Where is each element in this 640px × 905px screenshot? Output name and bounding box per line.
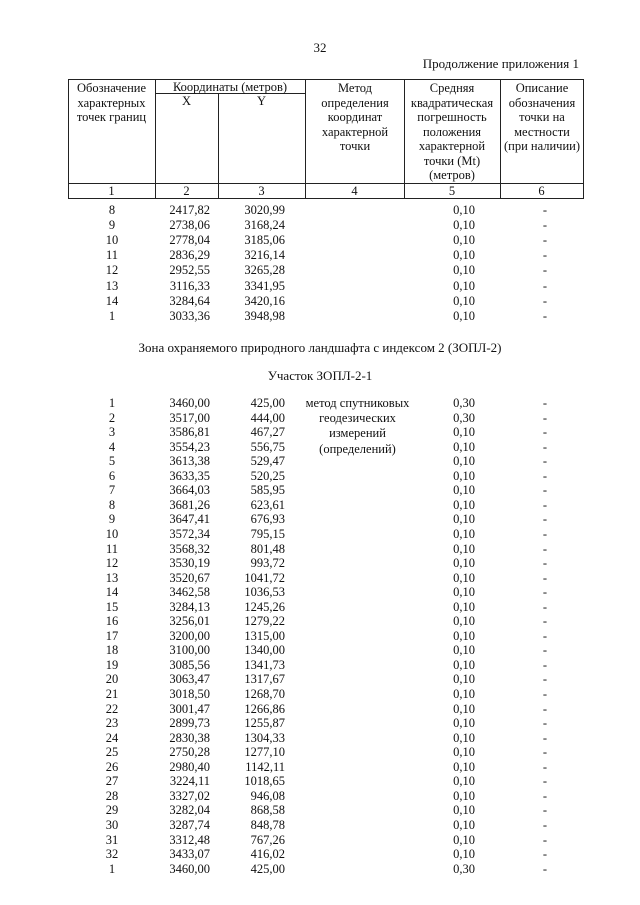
coord-x: 3460,00 [169,861,210,876]
coord-y: 1255,87 [244,716,285,731]
accuracy: 0,10 [453,701,475,716]
coord-y: 623,61 [250,497,285,512]
description: - [542,556,548,571]
point-id: 8 [108,497,116,512]
coord-y: 946,08 [250,788,285,803]
description: - [542,203,548,217]
coord-x: 3460,00 [169,396,210,410]
table-row [0,556,640,571]
accuracy: 0,10 [453,248,475,263]
header-num-4: 4 [351,184,358,198]
coord-x: 2836,29 [169,248,210,263]
description: - [542,410,548,425]
point-id: 10 [105,233,119,248]
point-id: 15 [105,599,119,614]
accuracy: 0,10 [453,308,475,323]
accuracy: 0,10 [453,832,475,847]
accuracy: 0,10 [453,526,475,541]
description: - [542,497,548,512]
accuracy: 0,10 [453,803,475,818]
header-top-border [68,79,584,80]
coord-y: 425,00 [250,396,285,410]
coord-x: 3284,13 [169,599,210,614]
coord-y: 801,48 [250,541,285,556]
accuracy: 0,10 [453,759,475,774]
table-row [0,614,640,629]
point-id: 20 [105,672,119,687]
description: - [542,745,548,760]
description: - [542,701,548,716]
description: - [542,308,548,323]
coord-y: 993,72 [250,556,285,571]
table-row [0,425,640,440]
point-id: 8 [108,203,116,217]
description: - [542,278,548,293]
coord-y: 3185,06 [244,233,285,248]
point-id: 3 [108,425,116,440]
coord-y: 1142,11 [245,759,285,774]
table-row [0,542,640,557]
table-row [0,702,640,717]
header-num-2: 2 [183,184,190,198]
accuracy: 0,10 [453,483,475,498]
coord-x: 2952,55 [169,263,210,278]
accuracy: 0,10 [453,628,475,643]
header-x: X [181,94,192,108]
accuracy: 0,10 [453,203,475,217]
coord-x: 3433,07 [169,847,210,862]
coord-x: 2980,40 [169,759,210,774]
table-row [0,440,640,455]
description: - [542,585,548,600]
coord-y: 1268,70 [244,687,285,701]
header-y: Y [256,94,267,108]
coord-y: 1315,00 [244,628,285,643]
header-num-1: 1 [108,184,115,198]
coord-x: 3282,04 [169,803,210,818]
coord-x: 3517,00 [169,410,210,425]
point-id: 29 [105,803,119,818]
coord-y: 795,15 [250,526,285,541]
point-id: 24 [105,730,119,745]
accuracy: 0,10 [453,599,475,614]
accuracy: 0,10 [453,439,475,454]
point-id: 25 [105,745,119,760]
coord-x: 3681,26 [169,497,210,512]
point-id: 14 [105,293,119,308]
description: - [542,218,548,233]
coord-x: 3287,74 [169,817,210,832]
accuracy: 0,10 [453,745,475,760]
description: - [542,643,548,658]
table-row [0,294,640,309]
table-row [0,411,640,426]
coord-x: 2738,06 [169,218,210,233]
section-title: Участок ЗОПЛ-2-1 [267,368,373,383]
point-id: 1 [108,308,116,323]
col-border-3 [305,79,306,199]
table-row [0,527,640,542]
header-col1: Обозначение характерных точек границ [76,81,147,124]
coord-y: 1340,00 [244,643,285,658]
coord-y: 868,58 [250,803,285,818]
coord-x: 3018,50 [169,687,210,701]
description: - [542,657,548,672]
header-col6: Описание обозначения точки на местности (при наличии) [503,81,581,153]
table-row [0,585,640,600]
description: - [542,730,548,745]
description: - [542,263,548,278]
coord-y: 585,95 [250,483,285,498]
coord-x: 3327,02 [169,788,210,803]
coord-y: 467,27 [250,425,285,440]
point-id: 26 [105,759,119,774]
description: - [542,439,548,454]
table-row [0,658,640,673]
coord-x: 3572,34 [169,526,210,541]
point-id: 9 [108,218,116,233]
accuracy: 0,10 [453,278,475,293]
description: - [542,759,548,774]
accuracy: 0,10 [453,425,475,440]
coord-x: 2750,28 [169,745,210,760]
coord-y: 3020,99 [244,203,285,217]
accuracy: 0,10 [453,774,475,789]
accuracy: 0,10 [453,497,475,512]
point-id: 4 [108,439,116,454]
accuracy: 0,10 [453,556,475,571]
coord-y: 556,75 [250,439,285,454]
table-row [0,218,640,233]
table-row [0,731,640,746]
point-id: 28 [105,788,119,803]
col-border-4 [404,79,405,199]
description: - [542,233,548,248]
coord-y: 3216,14 [244,248,285,263]
coord-x: 3100,00 [169,643,210,658]
accuracy: 0,10 [453,454,475,469]
table-row [0,203,640,218]
description: - [542,454,548,469]
table-row [0,774,640,789]
table-row [0,833,640,848]
accuracy: 0,10 [453,716,475,731]
coord-x: 2417,82 [169,203,210,217]
accuracy: 0,10 [453,512,475,527]
coord-y: 529,47 [250,454,285,469]
coord-y: 1036,53 [244,585,285,600]
description: - [542,672,548,687]
point-id: 11 [105,541,119,556]
header-num-3: 3 [258,184,265,198]
table-row [0,716,640,731]
table-row [0,396,640,411]
description: - [542,614,548,629]
coord-y: 1304,33 [244,730,285,745]
coord-y: 3948,98 [244,308,285,323]
accuracy: 0,10 [453,657,475,672]
coord-y: 676,93 [250,512,285,527]
coord-x: 3530,19 [169,556,210,571]
accuracy: 0,10 [453,788,475,803]
table-row [0,571,640,586]
description: - [542,832,548,847]
table-row [0,803,640,818]
point-id: 13 [105,570,119,585]
coord-y: 1341,73 [244,657,285,672]
description: - [542,570,548,585]
accuracy: 0,10 [453,614,475,629]
description: - [542,599,548,614]
table-row [0,469,640,484]
continuation-note: Продолжение приложения 1 [422,56,579,71]
accuracy: 0,10 [453,218,475,233]
point-id: 1 [108,861,116,876]
table-row [0,629,640,644]
coord-x: 3284,64 [169,293,210,308]
accuracy: 0,30 [453,861,475,876]
table-row [0,233,640,248]
coord-x: 3664,03 [169,483,210,498]
header-coords: Координаты (метров) [172,80,288,94]
coord-y: 3168,24 [244,218,285,233]
accuracy: 0,10 [453,570,475,585]
point-id: 9 [108,512,116,527]
coord-y: 3265,28 [244,263,285,278]
point-id: 19 [105,657,119,672]
coord-x: 3520,67 [169,570,210,585]
accuracy: 0,10 [453,585,475,600]
point-id: 2 [108,410,116,425]
point-id: 23 [105,716,119,731]
accuracy: 0,10 [453,541,475,556]
table-row [0,643,640,658]
coord-x: 2778,04 [169,233,210,248]
accuracy: 0,10 [453,847,475,862]
header-num-5: 5 [448,184,456,198]
description: - [542,541,548,556]
accuracy: 0,10 [453,468,475,483]
coord-x: 3033,36 [169,308,210,323]
coord-y: 416,02 [250,847,285,862]
coord-x: 3647,41 [169,512,210,527]
coord-x: 3116,33 [169,278,210,293]
table-row [0,760,640,775]
point-id: 5 [108,454,116,469]
accuracy: 0,10 [453,817,475,832]
description: - [542,483,548,498]
table-row [0,789,640,804]
coord-y: 1245,26 [244,599,285,614]
header-col5: Средняя квадратическая погрешность положения характерной точки (Mt) (метров) [410,81,494,182]
coord-x: 3224,11 [169,774,210,789]
point-id: 12 [105,263,119,278]
point-id: 1 [108,396,116,410]
point-id: 21 [105,687,119,701]
table-row [0,263,640,278]
point-id: 11 [105,248,119,263]
accuracy: 0,10 [453,672,475,687]
point-id: 16 [105,614,119,629]
coord-y: 848,78 [250,817,285,832]
coord-x: 3462,58 [169,585,210,600]
coord-x: 2899,73 [169,716,210,731]
coord-y: 1277,10 [244,745,285,760]
accuracy: 0,10 [453,730,475,745]
coord-y: 520,25 [250,468,285,483]
point-id: 13 [105,278,119,293]
description: - [542,687,548,701]
coord-y: 767,26 [250,832,285,847]
coord-x: 3586,81 [169,425,210,440]
coord-x: 3568,32 [169,541,210,556]
coord-x: 3001,47 [169,701,210,716]
point-id: 17 [105,628,119,643]
point-id: 14 [105,585,119,600]
coord-x: 3063,47 [169,672,210,687]
accuracy: 0,10 [453,263,475,278]
col-border-5 [500,79,501,199]
method-note: метод спутниковых геодезических измерений (определений) [305,396,410,456]
zone-title: Зона охраняемого природного ландшафта с индексом 2 (ЗОПЛ-2) [138,340,502,355]
description: - [542,716,548,731]
coord-y: 3420,16 [244,293,285,308]
table-row [0,309,640,324]
header-col4: Метод определения координат характерной точки [321,81,389,153]
description: - [542,293,548,308]
header-num-6: 6 [538,184,545,198]
coord-y: 1041,72 [244,570,285,585]
description: - [542,774,548,789]
point-id: 27 [105,774,119,789]
table-row [0,847,640,862]
table-row [0,672,640,687]
description: - [542,396,548,410]
coord-x: 3312,48 [169,832,210,847]
point-id: 32 [105,847,119,862]
table-row [0,512,640,527]
col-border-6 [583,79,584,199]
description: - [542,526,548,541]
table-row [0,745,640,760]
table-row [0,600,640,615]
coord-x: 3256,01 [169,614,210,629]
point-id: 22 [105,701,119,716]
description: - [542,628,548,643]
table-row [0,687,640,702]
table-row [0,818,640,833]
table-row [0,862,640,877]
description: - [542,425,548,440]
coord-y: 1279,22 [244,614,285,629]
description: - [542,817,548,832]
coord-y: 1266,86 [244,701,285,716]
accuracy: 0,30 [453,396,475,410]
page-number: 32 [313,40,327,55]
point-id: 7 [108,483,116,498]
point-id: 18 [105,643,119,658]
coord-y: 3341,95 [244,278,285,293]
description: - [542,512,548,527]
coord-y: 444,00 [250,410,285,425]
coord-y: 1018,65 [244,774,285,789]
point-id: 30 [105,817,119,832]
coord-x: 2830,38 [169,730,210,745]
accuracy: 0,10 [453,687,475,701]
point-id: 6 [108,468,116,483]
coord-x: 3633,35 [169,468,210,483]
description: - [542,788,548,803]
accuracy: 0,10 [453,233,475,248]
coord-y: 1317,67 [244,672,285,687]
table-row [0,454,640,469]
coord-x: 3085,56 [169,657,210,672]
description: - [542,248,548,263]
table-row [0,279,640,294]
table-row [0,248,640,263]
accuracy: 0,30 [453,410,475,425]
coord-x: 3200,00 [169,628,210,643]
point-id: 12 [105,556,119,571]
point-id: 10 [105,526,119,541]
description: - [542,468,548,483]
accuracy: 0,10 [453,293,475,308]
description: - [542,803,548,818]
accuracy: 0,10 [453,643,475,658]
coord-x: 3613,38 [169,454,210,469]
description: - [542,847,548,862]
coord-x: 3554,23 [169,439,210,454]
point-id: 31 [105,832,119,847]
table-row [0,483,640,498]
coord-y: 425,00 [250,861,285,876]
table-row [0,498,640,513]
description: - [542,861,548,876]
